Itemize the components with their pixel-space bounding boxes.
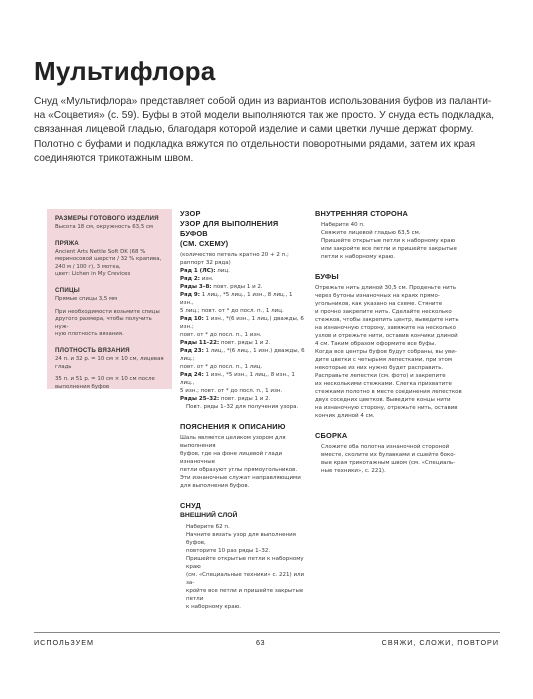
outer-layer-line: (см. «Специальные техники» с. 221) или за- bbox=[186, 572, 305, 586]
inner-side-text bbox=[315, 221, 475, 261]
assembly-line: вые края трикотажным швом (см. «Специаль- bbox=[321, 460, 456, 466]
bufs-heading: БУФЫ bbox=[315, 272, 339, 281]
needles-note-line: другого размера, чтобы получить нуж- bbox=[55, 316, 152, 330]
intro-line: соединяются трикотажным швом. bbox=[34, 152, 194, 164]
outer-layer-line: повторите 10 раз ряды 1–32. bbox=[186, 548, 271, 554]
snood-heading: СНУД bbox=[180, 501, 201, 510]
explanations-line: петли образуют углы прямоугольников. bbox=[180, 467, 298, 473]
explanations-line: Эти изнаночные служат направляющими bbox=[180, 475, 301, 481]
pattern-row: Ряд 2: изн. bbox=[180, 276, 214, 282]
page-number: 63 bbox=[256, 638, 265, 647]
bufs-line: на изнаночную сторону, отрежьте нить, оставив bbox=[315, 405, 458, 411]
size-line: Высота 18 см, окружность 63,5 см bbox=[55, 224, 153, 230]
instructions-column bbox=[315, 209, 475, 475]
assembly-text bbox=[315, 443, 475, 475]
outer-layer-line: Пришейте открытые петли к наборному краю bbox=[186, 556, 304, 570]
footer-section-label: ИСПОЛЬЗУЕМ bbox=[34, 638, 94, 647]
bufs-line: и прочно закрепите нить. Сделайте несколько bbox=[315, 309, 452, 315]
pattern-heading: УЗОР bbox=[180, 209, 201, 218]
explanations-line: буфов, где на фоне лицевой глади изнаночные bbox=[180, 451, 283, 465]
pattern-row: Ряды 25–32: повт. ряды 1 и 2. bbox=[180, 396, 271, 402]
pattern-row: Ряд 10: 1 изн., *(6 изн., 1 лиц.) дважды, 6 изн.; bbox=[180, 316, 304, 330]
inner-side-heading: ВНУТРЕННЯЯ СТОРОНА bbox=[315, 209, 409, 218]
needles-line: Прямые спицы 3,5 мм bbox=[55, 295, 118, 302]
bufs-line: 4 см. Таким образом оформите все буфы. bbox=[315, 341, 437, 347]
intro-line: Полотно с буфами и подкладка вяжутся по отдельности поворотными рядами, затем их края bbox=[34, 138, 476, 150]
needles-note-line: ную плотность вязания. bbox=[55, 331, 124, 338]
bufs-line: дите цветки с четырьмя лепестками, при этом bbox=[315, 357, 452, 363]
intro-line: связанная лицевой гладью, благодаря которой изделие и сами цветки лучше держат форму. bbox=[34, 124, 474, 136]
outer-layer-line: Начните вязать узор для выполнения буфов, bbox=[186, 532, 296, 546]
pattern-note-line: раппорт 32 ряда) bbox=[180, 260, 231, 266]
pattern-column bbox=[180, 209, 307, 611]
pattern-row: Ряд 23: 1 лиц., *(6 лиц., 1 изн.) дважды, 6 лиц.; bbox=[180, 348, 305, 362]
pattern-row: Ряды 11–22: повт. ряды 1 и 2. bbox=[180, 340, 271, 346]
yarn-heading: ПРЯЖА bbox=[55, 239, 79, 247]
assembly-line: Сложите оба полотна изнаночной стороной bbox=[321, 444, 450, 450]
bufs-text bbox=[315, 284, 475, 420]
gauge-text bbox=[55, 356, 165, 371]
gauge-note-line: 35 п. и 51 р. = 10 см × 10 см после bbox=[55, 376, 155, 383]
outer-layer-text bbox=[180, 523, 307, 611]
size-text bbox=[55, 224, 165, 232]
explanations-heading: ПОЯСНЕНИЯ К ОПИСАНИЮ bbox=[180, 422, 286, 431]
explanations-line: для выполнения буфов. bbox=[180, 483, 250, 489]
pattern-row: Ряд 24: 1 изн., *5 изн., 1 лиц., 8 изн., 1 лиц., bbox=[180, 372, 295, 386]
needles-note bbox=[55, 309, 165, 339]
inner-side-line: или закройте все петли и пришейте закрытые bbox=[321, 246, 457, 252]
bufs-line: Когда все центры буфов будут собраны, вы уви- bbox=[315, 349, 457, 355]
assembly-heading: СБОРКА bbox=[315, 431, 348, 440]
yarn-line: цвет: Lichen in My Crevices bbox=[55, 271, 131, 278]
yarn-line: мериносовой шерсти / 32 % крапива, bbox=[55, 256, 162, 263]
pattern-chart-ref: (СМ. СХЕМУ) bbox=[180, 239, 229, 248]
pattern-note-line: (количество петель кратно 20 + 2 п.; bbox=[180, 252, 289, 258]
explanations-text bbox=[180, 434, 307, 490]
yarn-line: 240 м / 100 г), 3 мотка, bbox=[55, 263, 121, 270]
pattern-row: 5 изн.; повт. от * до посл. п., 1 изн. bbox=[180, 388, 283, 394]
pattern-subheading: УЗОР ДЛЯ ВЫПОЛНЕНИЯ БУФОВ bbox=[180, 219, 279, 238]
bufs-line: узлов и отрежьте нити, оставив кончики длиной bbox=[315, 333, 458, 339]
gauge-line: гладь bbox=[55, 363, 72, 370]
bufs-line: через бутоны изнаночных на краях прямо- bbox=[315, 293, 440, 299]
intro-line: на «Соцветия» (с. 59). Буфы в этой модели выполняются так же просто. У снуда есть подкладка, bbox=[34, 110, 495, 122]
inner-side-line: Свяжите лицевой гладью 63,5 см. bbox=[321, 230, 421, 236]
size-heading: РАЗМЕРЫ ГОТОВОГО ИЗДЕЛИЯ bbox=[55, 215, 159, 222]
pattern-rows bbox=[180, 267, 307, 411]
assembly-line: вместе, сколите их булавками и сшейте боко- bbox=[321, 452, 456, 458]
materials-sidebar bbox=[47, 209, 172, 389]
yarn-line: Ancient Arts Nettle Soft DK (68 % bbox=[55, 248, 146, 255]
pattern-row: Ряды 3–8: повт. ряды 1 и 2. bbox=[180, 284, 263, 290]
needles-note-line: При необходимости возьмите спицы bbox=[55, 308, 160, 315]
pattern-row: повт. от * до посл. п., 1 лиц. bbox=[180, 364, 263, 370]
page-title: Мультифлора bbox=[34, 56, 216, 86]
outer-layer-line: кройте все петли и пришейте закрытые петли bbox=[186, 588, 304, 602]
assembly-line: ные техники», с. 221). bbox=[321, 468, 386, 474]
inner-side-line: Пришейте открытые петли к наборному краю bbox=[321, 238, 456, 244]
pattern-row: Повт. ряды 1–32 для получения узора. bbox=[186, 404, 299, 410]
bufs-line: некоторые из них нужно будет расправить. bbox=[315, 365, 444, 371]
footer-divider bbox=[34, 632, 500, 633]
outer-layer-line: к наборному краю. bbox=[186, 604, 241, 610]
pattern-row: 5 лиц.; повт. от * до посл. п., 1 лиц. bbox=[180, 308, 284, 314]
bufs-line: двух соседних цветков. Выведите концы нити bbox=[315, 397, 451, 403]
intro-line: Снуд «Мультифлора» представляет собой один из вариантов использования буфов из паланти- bbox=[34, 96, 492, 107]
inner-side-line: петли к наборному краю. bbox=[321, 254, 395, 260]
gauge-line: 24 п. и 32 р. = 10 см × 10 см, лицевая bbox=[55, 355, 164, 362]
gauge-note bbox=[55, 376, 165, 391]
pattern-row: Ряд 1 (ЛС): лиц. bbox=[180, 268, 230, 274]
outer-layer-heading: ВНЕШНИЙ СЛОЙ bbox=[180, 512, 238, 519]
yarn-text bbox=[55, 249, 165, 279]
intro-paragraph bbox=[34, 95, 496, 166]
pattern-note bbox=[180, 251, 307, 267]
explanations-line: Шаль является целиком узором для выполнения bbox=[180, 435, 286, 449]
footer-book-title: СВЯЖИ, СЛОЖИ, ПОВТОРИ bbox=[381, 638, 499, 647]
needles-text bbox=[55, 296, 165, 304]
bufs-line: угольников, как указано на схеме. Стяните bbox=[315, 301, 443, 307]
gauge-note-line: выполнения буфов bbox=[55, 383, 110, 390]
needles-heading: СПИЦЫ bbox=[55, 286, 80, 294]
gauge-heading: ПЛОТНОСТЬ ВЯЗАНИЯ bbox=[55, 346, 130, 354]
bufs-line: Отрежьте нить длиной 30,5 см. Проденьте нить bbox=[315, 285, 457, 291]
bufs-line: Расправьте лепестки (см. фото) и закрепите bbox=[315, 373, 446, 379]
pattern-row: Ряд 9: 1 лиц., *5 лиц., 1 изн., 8 лиц., 1 изн., bbox=[180, 292, 293, 306]
outer-layer-line: Наберите 62 п. bbox=[186, 524, 230, 530]
bufs-line: стежков, чтобы закрепить центр, выведите нить bbox=[315, 317, 459, 323]
pattern-row: повт. от * до посл. п., 1 изн. bbox=[180, 332, 262, 338]
bufs-line: на изнаночную сторону, завяжите на несколько bbox=[315, 325, 456, 331]
inner-side-line: Наберите 40 п. bbox=[321, 222, 365, 228]
bufs-line: их несколькими стежками. Слегка прихватите bbox=[315, 381, 452, 387]
bufs-line: стежками полотно в месте соединения лепестков bbox=[315, 389, 462, 395]
bufs-line: кончик длиной 4 см. bbox=[315, 413, 375, 419]
